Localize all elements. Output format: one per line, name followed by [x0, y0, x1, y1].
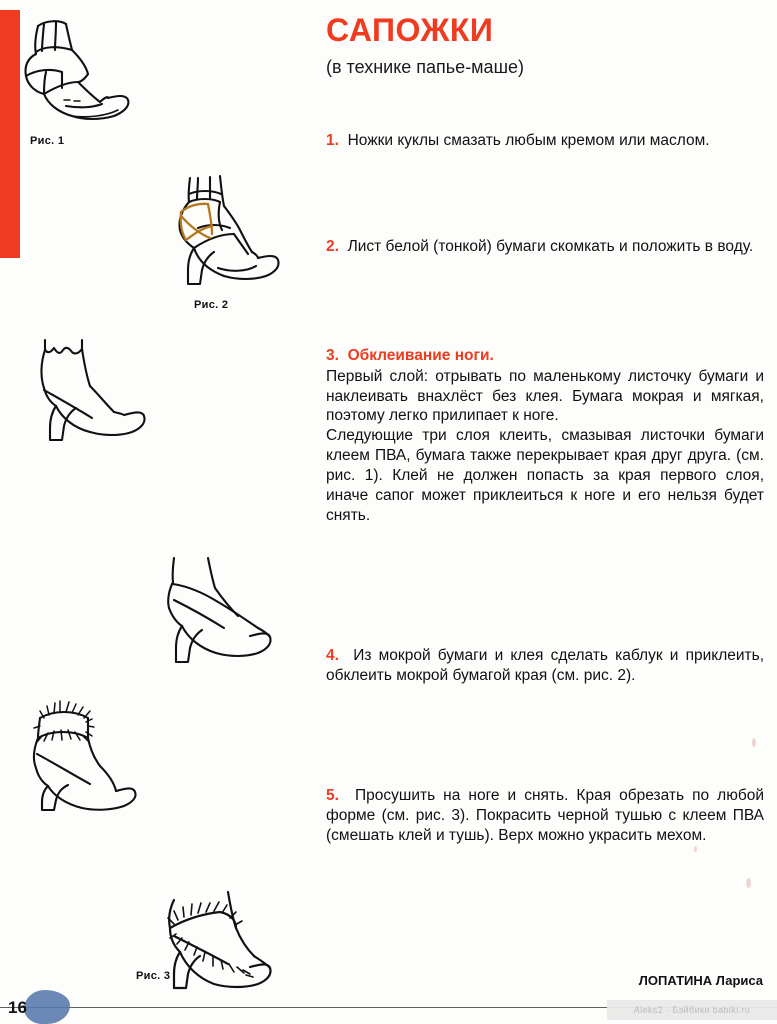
instruction-step-4 [326, 646, 764, 686]
instruction-step-1 [326, 131, 764, 151]
step-3-paragraph-1: Первый слой: отрывать по маленькому листочку бумаги и наклеивать внахлёст без клея. Бумага мокрая и мягкая, поэтому легко прилипает к ноге. [326, 367, 764, 425]
scan-speckle [752, 738, 756, 747]
instruction-step-5 [326, 786, 764, 845]
figure-5-boot-with-fur-trim [30, 696, 180, 811]
figure-1-caption: Рис. 1 [30, 135, 65, 147]
page-subtitle: (в технике папье-маше) [326, 56, 525, 77]
figure-4-drawing [160, 556, 300, 671]
figure-6-finished-boot [136, 886, 336, 998]
step-2-paragraph [326, 237, 764, 257]
instruction-step-3 [326, 346, 764, 525]
step-3-number: 3. [326, 347, 339, 364]
step-5-text: Просушить на ноге и снять. Края обрезать по любой форме (см. рис. 3). Покрасить черной тушью с клеем ПВА (смешать клей и тушь). Верх можно украсить мехом. [326, 787, 764, 844]
figure-5-drawing [30, 696, 180, 811]
figure-2-drawing [168, 172, 328, 297]
step-1-paragraph [326, 131, 764, 151]
figure-2-boot-with-heel [168, 172, 328, 311]
step-5-number: 5. [326, 787, 339, 804]
page-title: САПОЖКИ [326, 12, 494, 48]
author-credit: ЛОПАТИНА Лариса [638, 973, 763, 988]
step-3-heading-line [326, 346, 764, 366]
figure-3-boot-scalloped-edge [38, 336, 168, 446]
step-1-number: 1. [326, 132, 339, 149]
instruction-step-2 [326, 237, 764, 257]
scan-speckle [694, 846, 697, 852]
step-4-text: Из мокрой бумаги и клея сделать каблук и приклеить, обклеить мокрой бумагой края (см. рис. 2). [326, 647, 765, 684]
step-2-number: 2. [326, 238, 339, 255]
figure-2-caption: Рис. 2 [194, 299, 229, 311]
watermark: Aleks2 · Бэйбики babiki.ru [607, 1000, 777, 1020]
figure-6-caption: Рис. 3 [136, 970, 171, 982]
page-number: 16 [8, 998, 27, 1017]
figure-1-foot-with-paper-layers [22, 8, 272, 147]
step-3-heading: Обклеивание ноги. [347, 347, 494, 364]
step-1-text: Ножки куклы смазать любым кремом или маслом. [347, 132, 710, 149]
figure-3-drawing [38, 336, 168, 446]
header-block [326, 0, 764, 77]
scan-speckle [746, 878, 751, 888]
step-4-number: 4. [326, 647, 339, 664]
ink-blot [24, 990, 70, 1024]
step-2-text: Лист белой (тонкой) бумаги скомкать и положить в воду. [347, 238, 754, 255]
figure-4-low-cut-shoe [160, 556, 300, 671]
step-3-paragraph-2: Следующие три слоя клеить, смазывая листочки бумаги клеем ПВА, бумага также перекрывает края друг друга. (см. рис. 1). Клей не должен попасть за края первого слоя, иначе сапог может приклеиться к ноге и его нельзя будет снять. [326, 427, 764, 524]
step-5-paragraph [326, 786, 764, 845]
figure-1-drawing [22, 8, 272, 133]
step-4-paragraph [326, 646, 764, 686]
red-accent-bar [0, 10, 20, 258]
